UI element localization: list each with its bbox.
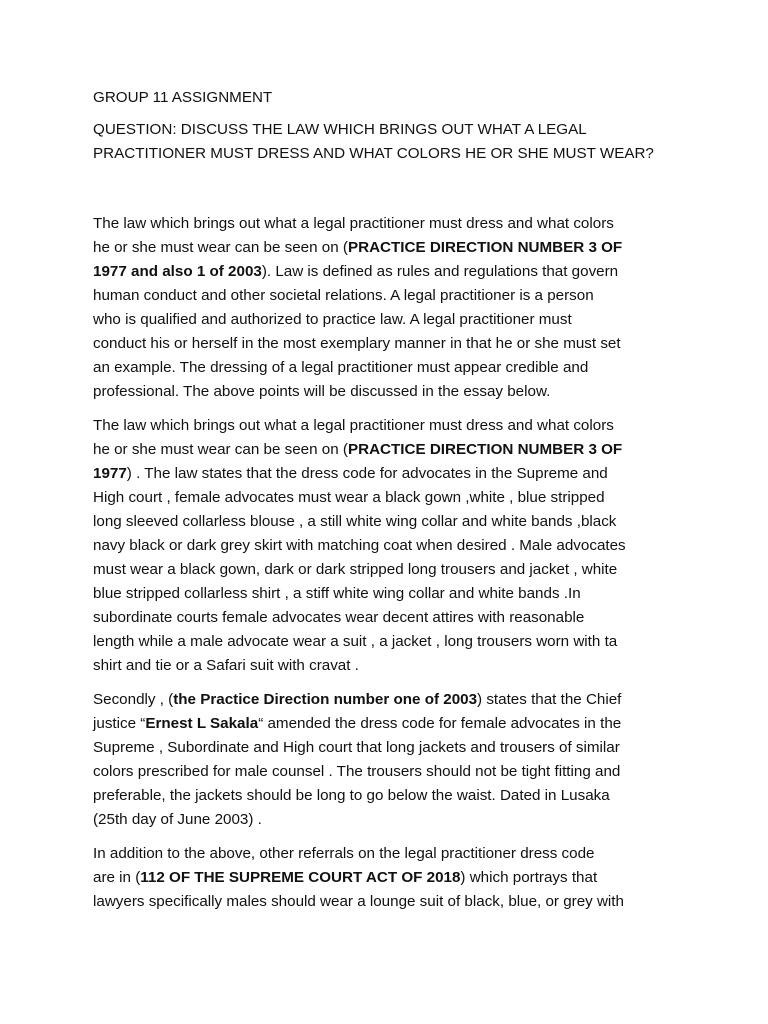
paragraph-intro [93,212,683,404]
text-line: navy black or dark grey skirt with matching coat when desired . Male advocates [93,537,626,554]
bold-citation: 1977 [93,465,127,482]
text-line [93,236,683,260]
text-line [93,260,683,284]
text-line [93,688,683,712]
text-line: conduct his or herself in the most exemplary manner in that he or she must set [93,335,621,352]
paragraph-1977-direction [93,414,683,678]
text-line: lawyers specifically males should wear a lounge suit of black, blue, or grey with [93,893,624,910]
text-run: ) states that the Chief [477,691,622,708]
text-line: shirt and tie or a Safari suit with cravat . [93,657,359,674]
question-line: PRACTITIONER MUST DRESS AND WHAT COLORS HE OR SHE MUST WEAR? [93,145,654,162]
text-line: professional. The above points will be discussed in the essay below. [93,383,551,400]
bold-citation: PRACTICE DIRECTION NUMBER 3 OF [347,441,623,458]
text-line: preferable, the jackets should be long to go below the waist. Dated in Lusaka [93,787,610,804]
text-line: High court , female advocates must wear a black gown ,white , blue stripped [93,489,605,506]
text-line: blue stripped collarless shirt , a stiff white wing collar and white bands .In [93,585,581,602]
text-line: Supreme , Subordinate and High court that long jackets and trousers of similar [93,739,620,756]
question-block [93,118,683,166]
text-line: The law which brings out what a legal practitioner must dress and what colors [93,215,614,232]
bold-citation: PRACTICE DIRECTION NUMBER 3 OF [347,239,623,256]
bold-citation: the Practice Direction number one of 2003 [173,691,478,708]
text-line: length while a male advocate wear a suit , a jacket , long trousers worn with ta [93,633,618,650]
text-line: long sleeved collarless blouse , a still white wing collar and white bands ,black [93,513,617,530]
text-line [93,712,683,736]
bold-citation: 112 OF THE SUPREME COURT ACT OF 2018 [140,869,461,886]
text-run: are in ( [93,869,141,886]
text-run: Secondly , ( [93,691,174,708]
text-line: must wear a black gown, dark or dark stripped long trousers and jacket , white [93,561,618,578]
text-line [93,462,683,486]
text-run: ) which portrays that [460,869,598,886]
text-run: “ amended the dress code for female advocates in the [258,715,622,732]
text-line: subordinate courts female advocates wear decent attires with reasonable [93,609,585,626]
question-line: QUESTION: DISCUSS THE LAW WHICH BRINGS OUT WHAT A LEGAL [93,121,587,138]
text-run: he or she must wear can be seen on ( [93,441,348,458]
text-line [93,866,683,890]
text-run: ) . The law states that the dress code for advocates in the Supreme and [126,465,608,482]
text-line: colors prescribed for male counsel . The trousers should not be tight fitting and [93,763,621,780]
document-body [93,86,683,924]
text-line: who is qualified and authorized to practice law. A legal practitioner must [93,311,572,328]
paragraph-supreme-court-act [93,842,683,914]
bold-citation: 1977 and also 1 of 2003 [93,263,262,280]
text-line: In addition to the above, other referrals on the legal practitioner dress code [93,845,595,862]
text-line [93,438,683,462]
paragraph-2003-direction [93,688,683,832]
text-run: ). Law is defined as rules and regulations that govern [261,263,619,280]
bold-name: Ernest L Sakala [145,715,259,732]
text-line: (25th day of June 2003) . [93,811,262,828]
text-run: justice “ [93,715,146,732]
text-line: an example. The dressing of a legal practitioner must appear credible and [93,359,589,376]
assignment-heading: GROUP 11 ASSIGNMENT [93,89,273,106]
text-line: The law which brings out what a legal practitioner must dress and what colors [93,417,614,434]
text-line: human conduct and other societal relations. A legal practitioner is a person [93,287,594,304]
text-run: he or she must wear can be seen on ( [93,239,348,256]
